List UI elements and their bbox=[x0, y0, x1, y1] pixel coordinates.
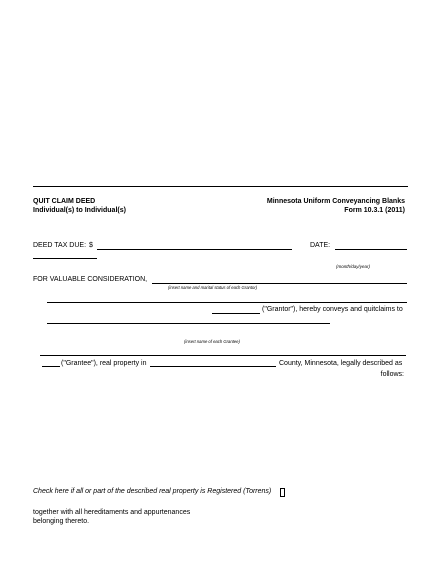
appurtenances-line-1: together with all hereditaments and appurtenances bbox=[33, 509, 191, 516]
torrens-check-label: Check here if all or part of the described real property is Registered (Torrens) bbox=[33, 488, 272, 495]
grantor-name-field[interactable] bbox=[152, 283, 407, 284]
county-field[interactable] bbox=[150, 366, 276, 367]
county-label: County, Minnesota, legally described as bbox=[279, 360, 403, 367]
form-number: Form 10.3.1 (2011) bbox=[344, 207, 405, 214]
grantee-hint: (insert name of each Grantee) bbox=[184, 339, 240, 344]
grantee-property-label: ("Grantee"), real property in bbox=[61, 360, 147, 367]
grantor-hint: (insert name and marital status of each Grantor) bbox=[168, 285, 258, 290]
appurtenances-line-2: belonging thereto. bbox=[33, 518, 90, 525]
dollar-sign: $ bbox=[89, 242, 93, 249]
header-rule bbox=[33, 186, 408, 187]
grantee-short-field[interactable] bbox=[42, 366, 60, 367]
deed-subtitle: Individual(s) to Individual(s) bbox=[33, 207, 126, 214]
deed-tax-underline-2[interactable] bbox=[33, 258, 97, 259]
date-label: DATE: bbox=[310, 242, 331, 249]
grantor-short-field[interactable] bbox=[212, 313, 260, 314]
grantor-conveys-label: ("Grantor"), hereby conveys and quitclaims to bbox=[262, 306, 403, 313]
grantor-name-field-2[interactable] bbox=[47, 302, 407, 303]
follows-label: follows: bbox=[380, 371, 404, 378]
form-org: Minnesota Uniform Conveyancing Blanks bbox=[266, 198, 405, 205]
deed-tax-field[interactable] bbox=[97, 249, 292, 250]
deed-title: QUIT CLAIM DEED bbox=[33, 198, 96, 205]
date-field[interactable] bbox=[335, 249, 407, 250]
grantee-name-field[interactable] bbox=[47, 323, 330, 324]
torrens-checkbox[interactable] bbox=[280, 488, 285, 497]
deed-tax-label: DEED TAX DUE: bbox=[33, 242, 87, 249]
consideration-label: FOR VALUABLE CONSIDERATION, bbox=[33, 276, 148, 283]
date-hint: (month/day/year) bbox=[336, 264, 371, 269]
grantee-name-field-2[interactable] bbox=[40, 355, 406, 356]
